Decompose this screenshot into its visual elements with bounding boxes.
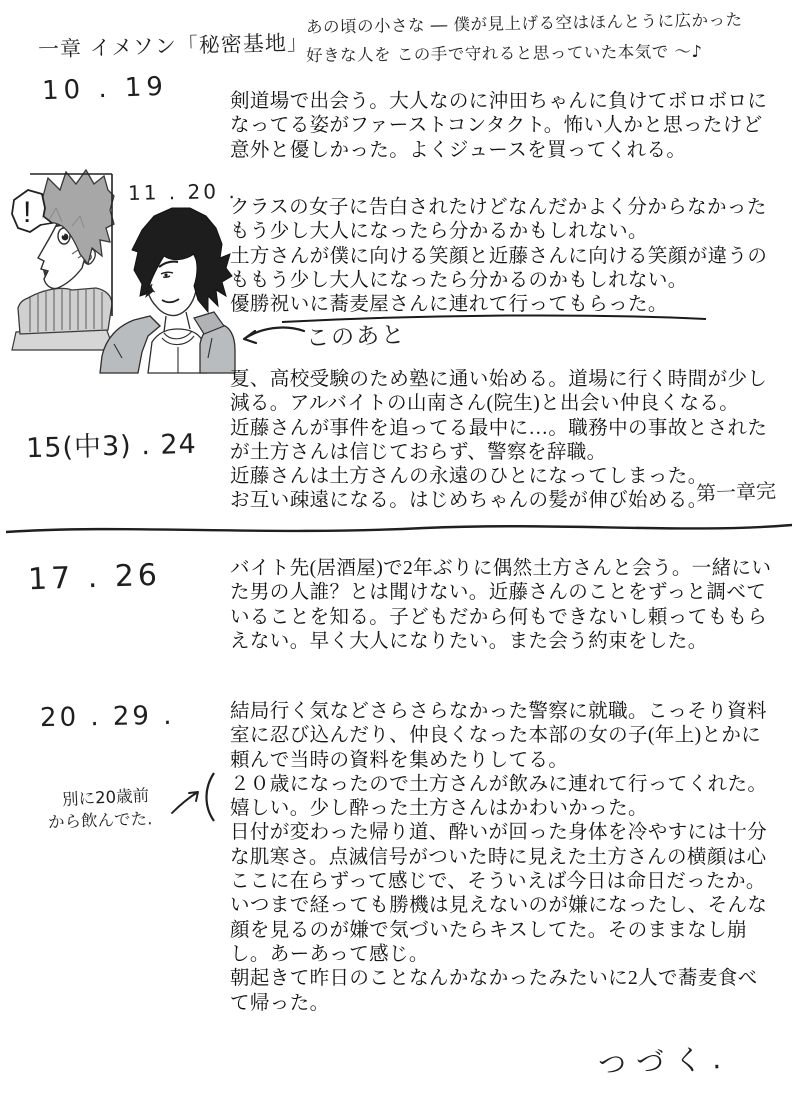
text-line: ももう少し大人になったら分かるのかもしれない。	[230, 269, 688, 291]
lyric-line-2: 好きな人を この手で守れると思っていた本気で 〜♪	[305, 41, 703, 66]
text-line: 意外と優しかった。よくジュースを買ってくれる。	[230, 139, 687, 161]
left-arrow-icon	[236, 322, 308, 350]
text-line: もう少し大人になったら分かるかもしれない。	[230, 221, 648, 243]
right-arrow-icon	[168, 786, 204, 816]
to-be-continued-mark: つづく.	[597, 1041, 732, 1082]
age-page-11-20: 11 . 20 .	[127, 179, 238, 205]
text-line: 嬉しい。少し酔った土方さんはかわいかった。	[230, 798, 648, 820]
text-line: が土方さんは信じておらず、警察を辞職。	[230, 441, 607, 463]
text-line: 剣道場で出会う。大人なのに沖田ちゃんに負けてボロボロに	[230, 91, 768, 112]
text-line: えない。早く大人になりたい。また会う約束をした。	[230, 630, 708, 652]
margin-note-line-2: から飲んでた.	[47, 809, 153, 832]
text-line: 夏、高校受験のため塾に通い始める。道場に行く時間が少し	[230, 369, 768, 390]
text-line: いることを知る。子どもだから何もできないし頼ってももら	[230, 606, 768, 628]
text-line: 頼んで当時の資料を集めたりしてる。	[230, 749, 569, 771]
text-line: 結局行く気などさらさらなかった警察に就職。こっそり資料	[230, 701, 767, 722]
paragraph-age20	[230, 700, 767, 1016]
paragraph-age11	[230, 196, 767, 317]
hand-drawn-divider	[4, 518, 796, 540]
text-line: お互い疎遠になる。はじめちゃんの髪が伸び始める。	[230, 490, 708, 512]
text-line: な肌寒さ。点滅信号がついた時に見えた土方さんの横顔は心	[230, 846, 767, 868]
text-line: 近藤さんが事件を追ってる最中に…。職務中の事故とされた	[230, 417, 768, 439]
margin-note-line-1: 別に20歳前	[61, 785, 150, 810]
text-line: 減る。アルバイトの山南さん(院生)と出会い仲良くなる。	[230, 393, 740, 415]
text-line: バイト先(居酒屋)で2年ぶりに偶然土方さんと会う。一緒にい	[230, 558, 772, 579]
chapter-one-end-mark: 第一章完	[695, 478, 777, 506]
text-line: 近藤さんは土方さんの永遠のひとになってしまった。	[230, 466, 708, 488]
text-line: 朝起きて昨日のことなんかなかったみたいに2人で蕎麦食べ	[230, 968, 758, 990]
text-line: 顔を見るのが嫌で気づいたらキスしてた。そのままなし崩	[230, 919, 748, 941]
text-line: いつまで経っても勝機は見えないのが嫌になったし、そんな	[230, 895, 768, 917]
text-line: て帰った。	[230, 992, 330, 1014]
lyric-line-1: あの頃の小さな ― 僕が見上げる空はほんとうに広かった	[305, 10, 743, 37]
man-sketch	[100, 208, 235, 373]
age-page-15-24: 15(中3) . 24	[25, 428, 198, 465]
text-line: クラスの女子に告白されたけどなんだかよく分からなかった	[230, 197, 767, 218]
paragraph-age10	[230, 90, 767, 163]
text-line: ２０歳になったので土方さんが飲みに連れて行ってくれた。	[230, 773, 768, 795]
age-page-17-26: 17 . 26	[27, 557, 162, 598]
paragraph-age15	[230, 368, 767, 514]
text-line: なってる姿がファーストコンタクト。怖い人かと思ったけど	[230, 115, 763, 137]
text-line: 日付が変わった帰り道、酔いが回った身体を冷やすには十分	[230, 822, 768, 844]
paragraph-age17	[230, 557, 771, 654]
chapter-title: 一章 イメソン「秘密基地」	[37, 30, 310, 62]
age-page-20-29: 20 . 29 .	[39, 700, 175, 734]
text-line: ここに在らずって感じで、そういえば今日は命日だったか。	[230, 871, 766, 893]
text-line: し。あーあって感じ。	[230, 943, 429, 965]
age-page-10-19: 10 . 19	[41, 71, 169, 107]
text-line: た男の人誰？とは聞けない。近藤さんのことをずっと調べて	[230, 582, 767, 604]
exclamation-icon: !	[23, 196, 32, 229]
text-line: 優勝祝いに蕎麦屋さんに連れて行ってもらった。	[230, 294, 668, 316]
handwritten-note-konoato: このあと	[305, 322, 407, 352]
text-line: 室に忍び込んだり、仲良くなった本部の女の子(年上)とかに	[230, 725, 762, 747]
text-line: 土方さんが僕に向ける笑顔と近藤さんに向ける笑顔が違うの	[230, 245, 768, 267]
